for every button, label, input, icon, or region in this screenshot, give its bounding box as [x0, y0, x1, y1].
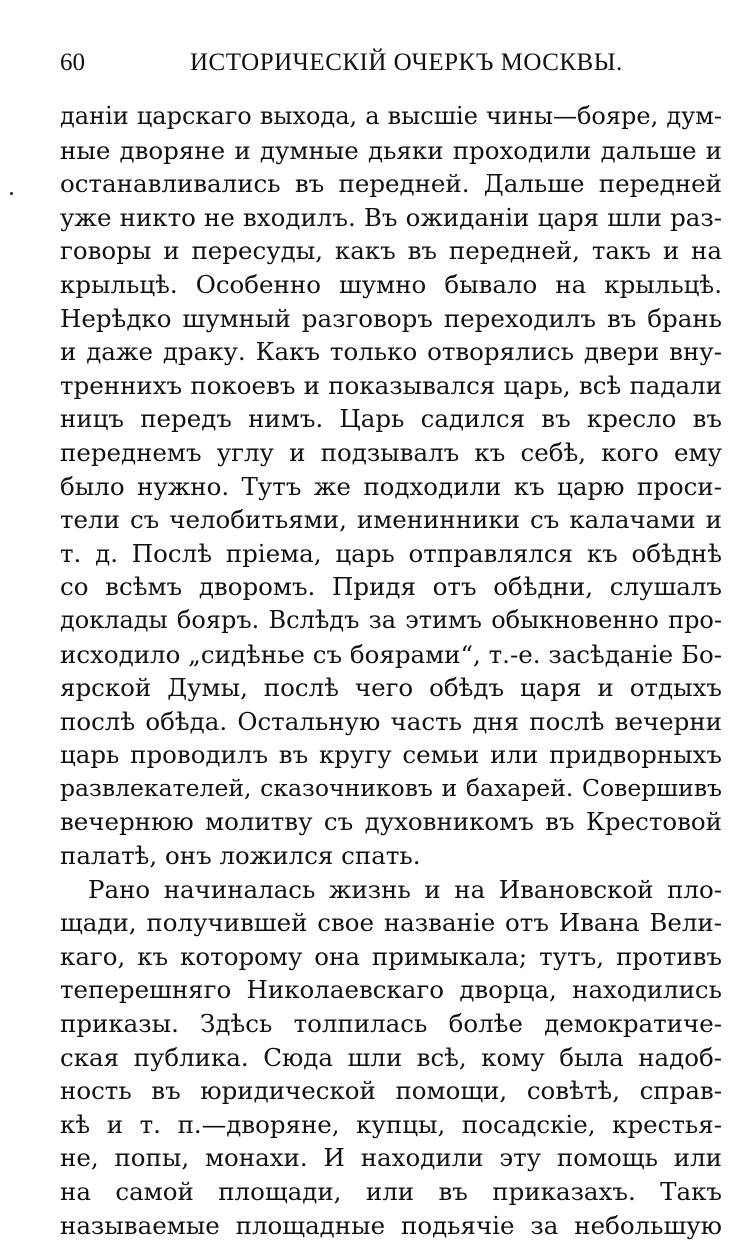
- text-line: доклады бояръ. Вслѣдъ за этимъ обыкновенно про-: [60, 605, 722, 634]
- text-line: ская публика. Сюда шли всѣ, кому была надоб-: [60, 1042, 722, 1072]
- text-line: ные дворяне и думные дьяки проходили дальше и: [60, 135, 722, 165]
- text-line: приказы. Здѣсь толпилась болѣе демократиче-: [60, 1009, 722, 1039]
- running-title: ИСТОРИЧЕСКІЙ ОЧЕРКЪ МОСКВЫ.: [190, 49, 623, 76]
- body-text: [60, 100, 722, 1242]
- text-line: со всѣмъ дворомъ. Придя отъ обѣдни, слушалъ: [60, 572, 722, 602]
- paragraph-start-line: Рано начиналась жизнь и на Ивановской пло-: [88, 874, 722, 904]
- text-line: Нерѣдко шумный разговоръ переходилъ въ брань: [60, 303, 722, 333]
- text-line: останавливались въ передней. Дальше передней: [60, 169, 722, 199]
- text-line: царь проводилъ въ кругу семьи или придворныхъ: [60, 740, 722, 770]
- text-line: теперешняго Николаевскаго дворца, находились: [60, 975, 722, 1005]
- paragraph-end-line: палатѣ, онъ ложился спать.: [60, 841, 421, 871]
- text-line: т. д. Послѣ пріема, царь отправлялся къ обѣднѣ: [60, 538, 722, 568]
- text-line: ность въ юридической помощи, совѣтѣ, справ-: [60, 1076, 722, 1106]
- text-line: кѣ и т. п.—дворяне, купцы, посадскіе, крестья-: [60, 1109, 722, 1139]
- text-line: тели съ челобитьями, именинники съ калачами и: [60, 505, 722, 535]
- text-line: говоры и пересуды, какъ въ передней, такъ и на: [60, 236, 722, 266]
- text-line: и даже драку. Какъ только отворялись двери вну-: [60, 337, 722, 367]
- text-line: ницъ передъ нимъ. Царь садился въ кресло въ: [60, 404, 722, 434]
- text-line: каго, къ которому она примыкала; тутъ, противъ: [60, 941, 722, 971]
- text-line: было нужно. Тутъ же подходили къ царю проси-: [60, 471, 722, 501]
- margin-speck: [10, 192, 13, 195]
- text-line: крыльцѣ. Особенно шумно бывало на крыльцѣ.: [60, 269, 722, 299]
- text-line: не, попы, монахи. И находили эту помощь или: [60, 1143, 722, 1173]
- text-line: развлекателей, сказочниковъ и бахарей. Совершивъ: [60, 773, 722, 802]
- page-number: 60: [60, 49, 85, 76]
- text-line: послѣ обѣда. Остальную часть дня послѣ вечерни: [60, 706, 722, 736]
- text-line: вечернюю молитву съ духовникомъ въ Крестовой: [60, 807, 722, 837]
- text-line: уже никто не входилъ. Въ ожиданіи царя шли раз-: [60, 202, 722, 232]
- text-line: называемые площадные подьячіе за небольшую: [60, 1210, 722, 1240]
- text-line: на самой площади, или въ приказахъ. Такъ: [60, 1177, 722, 1206]
- text-line: ярской Думы, послѣ чего обѣдъ царя и отдыхъ: [60, 673, 722, 703]
- text-line: треннихъ покоевъ и показывался царь, всѣ падали: [60, 370, 722, 400]
- page-header: [60, 46, 690, 80]
- text-line: даніи царскаго выхода, а высшіе чины—бояре, дум-: [60, 102, 722, 130]
- text-line: переднемъ углу и подзывалъ къ себѣ, кого ему: [60, 437, 722, 467]
- text-line: щади, получившей свое названіе отъ Ивана Вели-: [60, 908, 722, 938]
- text-line: исходило „сидѣнье съ боярами“, т.-е. засѣданіе Бо-: [60, 639, 722, 669]
